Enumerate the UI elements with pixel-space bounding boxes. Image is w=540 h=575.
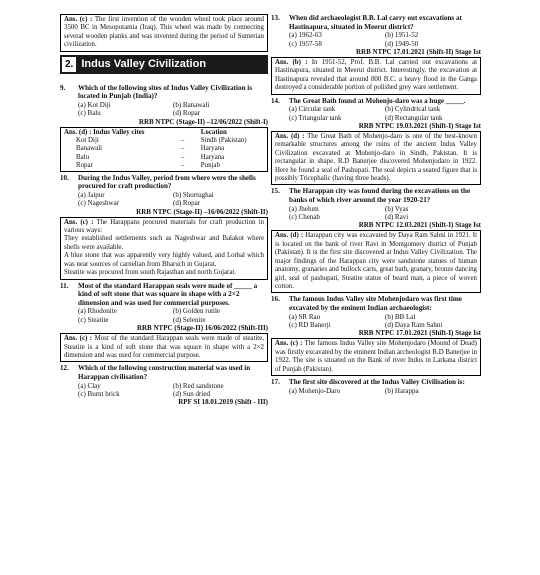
answer-box-15: Ans. (d) : Harappan city was excavated by Daya Ram Sahni in 1921. It is located on the bank of river Ravi in Montgomery district of Punjab (Pakistan). It is the first site discovered at Indus Valley Civilization. The major findings of the Harappan city were sandstone statues of human anatomy, granaries and bullock carts, great bath, granary, bronze dancing girl, seal of pashupati, Steatite statue of beard man, a piece of woven cotton. — [271, 230, 481, 293]
source-15: RRB NTPC 12.03.2021 (Shift-I) Stage Ist — [358, 221, 481, 230]
question-13: 13. When did archaeologist B.B. Lal carry out excavations at Hastinapura, situated in Meerut district? — [271, 14, 462, 31]
options-9: (a) Kot Diji (b) Banawali (c) Balu (d) Ropar — [78, 100, 210, 118]
options-15: (a) Jhelum (b) Vyas (c) Chenab (d) Ravi — [289, 204, 409, 222]
answer-box-13: Ans. (b) : In 1951-52, Prof. B.B. Lal carried out excavations at Hastinapura, situated in Meerut district. Interestingly, the excavation at Hastinapura revealed that around 800 B.C. a heavy flood in the Ganga destroyed a considerable portion of polished grey ware settlement. — [271, 57, 481, 95]
answer-box-14: Ans. (d) : The Great Bath of Mohenjo-daro is one of the best-known remarkable structures among the ruins of the ancient Indus Valley Civilization excavated at Mohenjo-daro in Sindh, Pakistan. It is rectangular in shape. R.D Banerjee discovered Mohenjodaro in 1922. Here he found a seal of Pashupati. The seal depicts a seated figure that is possibly Tricephalic (having three heads). — [271, 131, 481, 185]
question-15: 15. The Harappan city was found during the excavations on the banks of which river around the year 1920-21? — [271, 187, 471, 205]
answer-box-10: Ans. (c) : The Harappans procured materials for craft production in various ways: They established settlements such as Nageshwar and Balakot where shells were available. A blue stone that was apparently very highly valued, and Lothal which was near sources of carnelian from Bharuch in Gujarat. Steatite was procured from south Rajasthan and north Gujarat. — [60, 217, 268, 280]
question-10: 10. During the Indus Valley, period from where were the shells procured for craft production? — [60, 173, 256, 191]
answer-box-16: Ans. (c) : The famous Indus Valley site Mohenjodaro (Mound of Dead) was firstly excavated by the eminent Indian archeologist R.D Banerjee in 1922. The site is situated on the Bank of river Indus in Larkana district of Punjab (Pakistan). — [271, 338, 481, 376]
options-12: (a) Clay (b) Red sandstone (c) Burnt brick (d) Sun dried — [78, 381, 224, 398]
source-9: RRB NTPC (Stage-II) –12/06/2022 (Shift-I) — [138, 117, 268, 126]
options-17: (a) Mohenjo-Daro (b) Harappa — [289, 386, 419, 395]
options-10: (a) Jaipur (b) Shortughai (c) Nageshwar (d) Ropar — [78, 190, 214, 208]
options-13: (a) 1962-63 (b) 1951-52 (c) 1957-58 (d) 1949-50 — [289, 31, 419, 48]
source-14: RRB NTPC 19.03.2021 (Shift-I) Stage Ist — [358, 122, 481, 131]
source-10: RRB NTPC (Stage-II) –16/06/2022 (Shift-II) — [136, 207, 268, 216]
question-9: 9. Which of the following sites of Indus Valley Civilization is located in Punjab (India)? — [60, 83, 253, 101]
section-title: Indus Valley Civilization — [81, 58, 207, 71]
question-17: 17. The first site discovered at the Indus Valley Civilisation is: — [271, 377, 465, 386]
question-14: 14. The Great Bath found at Mohenjo-daro was a huge _____. — [271, 96, 466, 105]
answer-text: The first invention of the wooden wheel took place around 3500 BC in Mesopotamia (Iraq). This wheel was made by connecting several wooden planks and was invented during the period of Sumerian civilization. — [64, 16, 264, 49]
question-11: 11. Most of the standard Harappan seals were made of _____ a kind of soft stone that was square in shape with a 2×2 dimension and was used for commercial purposes. — [60, 281, 258, 307]
options-16: (a) SR Rao (b) BB Lal (c) RD Banerji (d) Daya Ram Sahni — [289, 312, 443, 329]
section-heading — [60, 55, 268, 74]
options-11: (a) Rhodonite (b) Golden rutile (c) Steatite (d) Selenite — [78, 307, 221, 324]
source-16: RRB NTPC 17.01.2021 (Shift-I) Stage Ist — [358, 329, 481, 338]
answer-table-9: Ans. (d) : Indus Valley cites Location Kot Diji – Sindh (Pakistan) Banawali – Haryana Balu – Haryana Ropar – Punjab — [64, 128, 247, 170]
source-11: RRB NTPC (Stage-II) 16/06/2022 (Shift-III) — [136, 324, 268, 333]
right-column — [271, 14, 481, 395]
section-number: 2. — [62, 57, 76, 72]
left-column — [60, 14, 268, 407]
answer-box-11: Ans. (c) : Most of the standard Harappan seals were made of steatite, Steatite is a kind of soft stone that was square in shape with a 2×2 dimension and was used for commercial purpose. — [60, 333, 268, 362]
answer-box-8: Ans. (c) : The first invention of the wooden wheel took place around 3500 BC in Mesopotamia (Iraq). This wheel was made by connecting several wooden planks and was invented during the period of Sumerian civilization. — [60, 14, 268, 52]
question-12: 12. Which of the following construction material was used in Harappan civilisation? — [60, 364, 251, 381]
source-13: RRB NTPC 17.01.2021 (Shift-II) Stage Ist — [355, 48, 481, 56]
question-16: 16. The famous Indus Valley site Mohenjodaro was first time excavated by the eminent Indian archaeologist: — [271, 295, 462, 312]
source-12: RPF SI 18.01.2019 (Shift - III) — [178, 398, 268, 407]
answer-box-9 — [60, 127, 268, 172]
options-14: (a) Circular tank (b) Cylindrical tank (c) Triangular tank (d) Rectangular tank — [289, 105, 443, 122]
